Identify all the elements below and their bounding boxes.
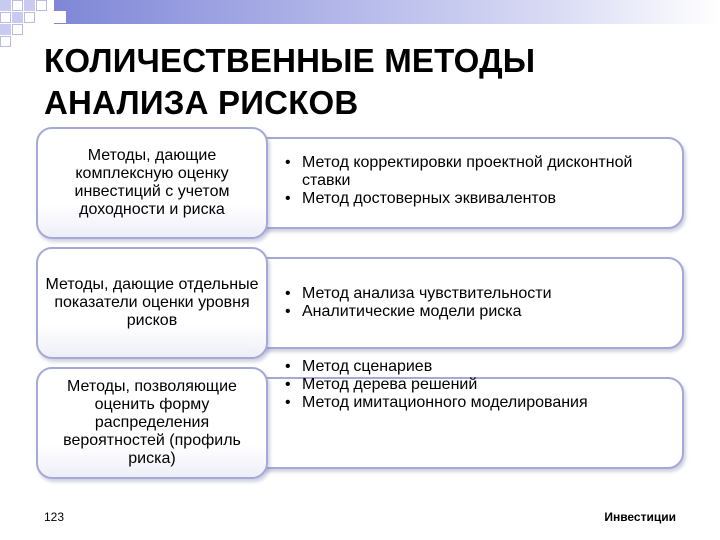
decorative-square xyxy=(0,24,11,35)
decorative-square xyxy=(24,0,35,11)
decorative-square xyxy=(0,0,11,11)
category-label-3: Методы, позволяющие оценить форму распределения вероятностей (профиль риска) xyxy=(63,378,241,467)
title-line-2: АНАЛИЗА РИСКОВ xyxy=(44,84,359,121)
title-line-1: КОЛИЧЕСТВЕННЫЕ МЕТОДЫ xyxy=(44,42,536,79)
method-item: • Метод анализа чувствительности xyxy=(282,285,672,303)
methods-list-1 xyxy=(282,154,672,208)
decorative-square xyxy=(0,12,11,23)
methods-list-3 xyxy=(282,358,672,412)
category-box-3 xyxy=(36,367,268,479)
decorative-square xyxy=(0,36,11,47)
method-item: • Метод сценариев xyxy=(282,358,672,376)
decorative-square xyxy=(12,0,23,11)
page-number: 123 xyxy=(44,510,65,524)
decorative-top-bar xyxy=(54,0,720,24)
method-item: • Метод корректировки проектной дисконтной ставки xyxy=(282,154,672,190)
category-box-1 xyxy=(36,127,268,239)
category-label-2: Методы, дающие отдельные показатели оценки уровня рисков xyxy=(45,276,259,329)
page-title xyxy=(44,40,684,124)
method-item: • Метод имитационного моделирования xyxy=(282,394,672,412)
method-item: • Метод достоверных эквивалентов xyxy=(282,190,672,208)
category-label-1: Методы, дающие комплексную оценку инвестиций с учетом доходности и риска xyxy=(74,147,230,218)
decorative-gap xyxy=(54,11,66,23)
category-box-2 xyxy=(36,247,268,359)
decorative-square xyxy=(12,12,23,23)
method-item: • Аналитические модели риска xyxy=(282,303,672,321)
methods-list-2 xyxy=(282,285,672,321)
method-item: • Метод дерева решений xyxy=(282,376,672,394)
decorative-square xyxy=(24,12,35,23)
footer-label: Инвестиции xyxy=(604,510,676,524)
decorative-square xyxy=(36,0,47,11)
decorative-square xyxy=(12,24,23,35)
